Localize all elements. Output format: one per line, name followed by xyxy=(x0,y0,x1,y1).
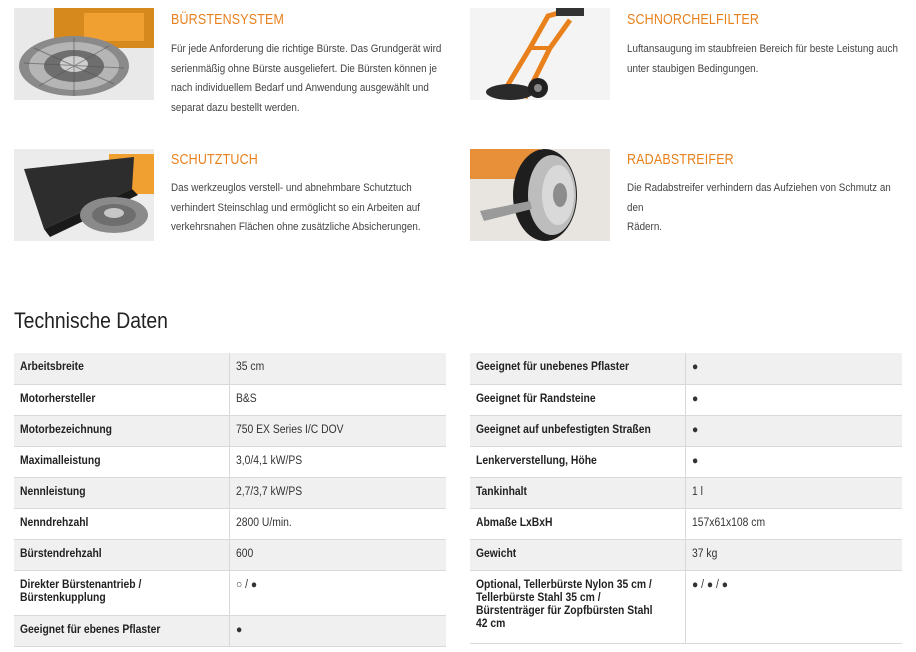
spec-value: ● xyxy=(685,353,902,384)
protective-cloth-image xyxy=(14,149,154,241)
spec-value: 35 cm xyxy=(229,353,446,384)
wheel-scraper-image xyxy=(470,149,610,241)
specs-title: Technische Daten xyxy=(14,308,168,333)
spec-label: Maximalleistung xyxy=(14,446,229,477)
wire-brush-image xyxy=(14,8,154,100)
sweeper-machine-image xyxy=(470,8,610,100)
table-row xyxy=(470,477,902,508)
spec-value: 157x61x108 cm xyxy=(685,508,902,539)
spec-value: 1 l xyxy=(685,477,902,508)
table-row xyxy=(470,508,902,539)
table-row xyxy=(14,415,446,446)
spec-value: B&S xyxy=(229,384,446,415)
spec-value: ● xyxy=(685,384,902,415)
table-row xyxy=(470,415,902,446)
spec-label: Geeignet für Randsteine xyxy=(470,384,685,415)
feature-title: SCHUTZTUCH xyxy=(171,152,258,168)
spec-label: Lenkerverstellung, Höhe xyxy=(470,446,685,477)
spec-value: ○ / ● xyxy=(229,570,446,615)
spec-value: ● / ● / ● xyxy=(685,570,902,643)
spec-value: 2800 U/min. xyxy=(229,508,446,539)
specs-table-left xyxy=(14,353,446,647)
spec-value: 3,0/4,1 kW/PS xyxy=(229,446,446,477)
table-row xyxy=(14,353,446,384)
table-row xyxy=(14,477,446,508)
spec-label: Motorbezeichnung xyxy=(14,415,229,446)
spec-label: Direkter Bürstenantrieb / Bürstenkupplung xyxy=(14,570,229,615)
spec-label: Abmaße LxBxH xyxy=(470,508,685,539)
table-row xyxy=(470,539,902,570)
table-row xyxy=(14,508,446,539)
spec-value: ● xyxy=(685,446,902,477)
feature-description: Die Radabstreifer verhindern das Aufziehen von Schmutz an den Rädern. xyxy=(627,182,891,233)
table-row xyxy=(14,539,446,570)
spec-value: 600 xyxy=(229,539,446,570)
table-row xyxy=(14,384,446,415)
spec-label: Geeignet für unebenes Pflaster xyxy=(470,353,685,384)
spec-value: ● xyxy=(229,615,446,646)
table-row xyxy=(470,570,902,643)
feature-description: Für jede Anforderung die richtige Bürste. Das Grundgerät wird serienmäßig ohne Bürste ausgeliefert. Die Bürsten können je nach individuellem Bedarf und Anwendung ausgewählt und separat dazu bestellt werden. xyxy=(171,43,442,114)
spec-value: 750 EX Series I/C DOV xyxy=(229,415,446,446)
table-row xyxy=(470,384,902,415)
spec-label: Nennleistung xyxy=(14,477,229,508)
specs-table-right xyxy=(470,353,902,644)
spec-label: Motorhersteller xyxy=(14,384,229,415)
table-row xyxy=(14,446,446,477)
feature-title: RADABSTREIFER xyxy=(627,152,734,168)
spec-label: Optional, Tellerbürste Nylon 35 cm / Tellerbürste Stahl 35 cm / Bürstenträger für Zopfbürsten Stahl 42 cm xyxy=(470,570,685,643)
spec-value: ● xyxy=(685,415,902,446)
table-row xyxy=(14,615,446,646)
spec-label: Gewicht xyxy=(470,539,685,570)
spec-label: Geeignet auf unbefestigten Straßen xyxy=(470,415,685,446)
table-row xyxy=(470,446,902,477)
spec-label: Geeignet für ebenes Pflaster xyxy=(14,615,229,646)
spec-label: Bürstendrehzahl xyxy=(14,539,229,570)
feature-title: BÜRSTENSYSTEM xyxy=(171,12,285,28)
spec-label: Nenndrehzahl xyxy=(14,508,229,539)
spec-label: Tankinhalt xyxy=(470,477,685,508)
feature-description: Luftansaugung im staubfreien Bereich für beste Leistung auch unter staubigen Bedingungen. xyxy=(627,43,898,75)
spec-label: Arbeitsbreite xyxy=(14,353,229,384)
feature-description: Das werkzeuglos verstell- und abnehmbare Schutztuch verhindert Steinschlag und ermöglicht so ein Arbeiten auf verkehrsnahen Flächen ohne zusätzliche Absicherungen. xyxy=(171,182,421,233)
feature-title: SCHNORCHELFILTER xyxy=(627,12,760,28)
table-row xyxy=(470,353,902,384)
spec-value: 2,7/3,7 kW/PS xyxy=(229,477,446,508)
spec-value: 37 kg xyxy=(685,539,902,570)
table-row xyxy=(14,570,446,615)
